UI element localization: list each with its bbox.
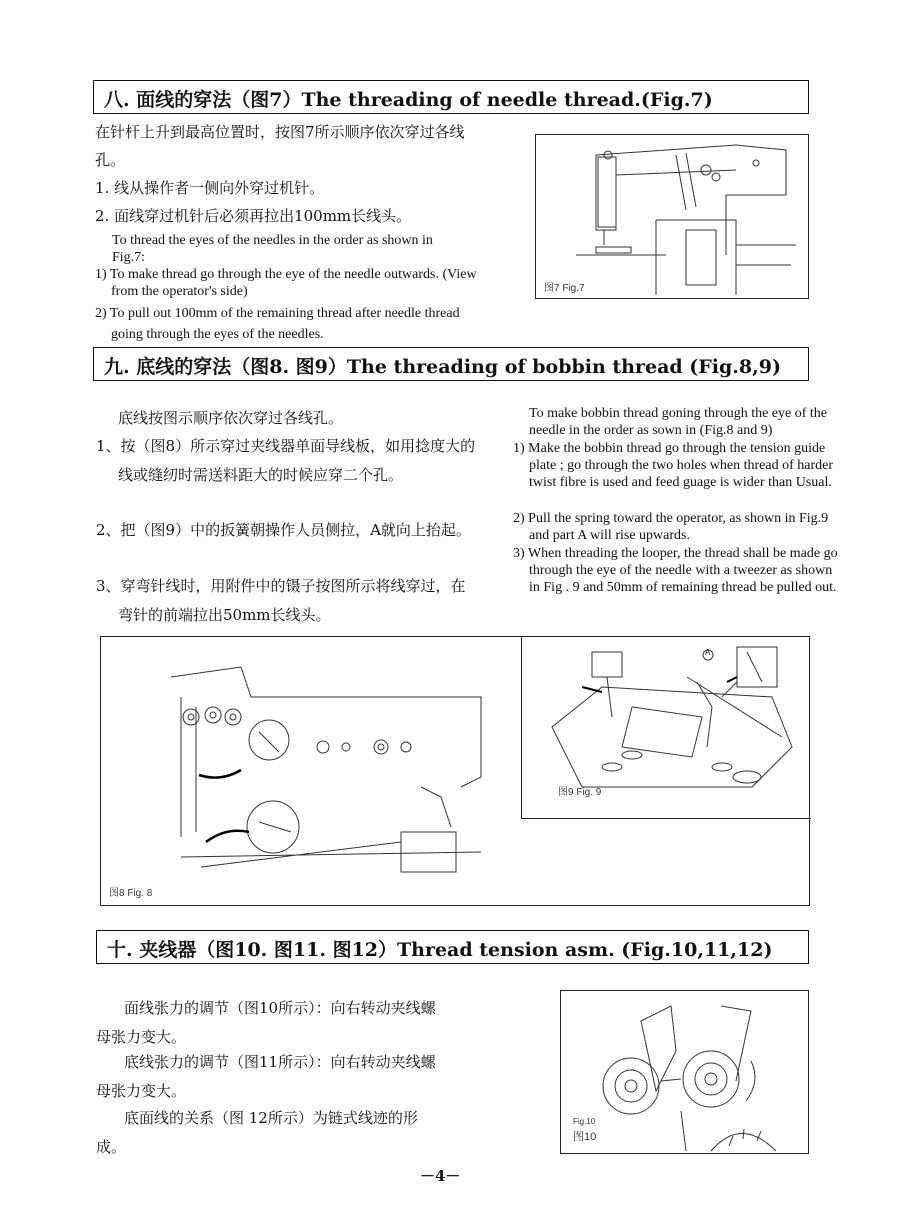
- figure-7-caption: 图7 Fig.7: [544, 283, 585, 294]
- sec10-zh-1: 面线张力的调节（图10所示）：向右转动夹线螺母张力变大。: [96, 999, 436, 1046]
- page-number: －4－: [420, 1167, 461, 1185]
- sec8-en-intro: To thread the eyes of the needles in the order as shown in Fig.7:: [112, 233, 433, 265]
- figure-10: [560, 990, 809, 1154]
- figure-8: [101, 637, 521, 907]
- sec8-zh-step-1: 1. 线从操作者一侧向外穿过机针。: [95, 179, 325, 197]
- sec9-zh-intro: 底线按图示顺序依次穿过各线孔。: [118, 409, 344, 427]
- figure-10-caption-zh: 图10: [573, 1131, 597, 1143]
- figure-9-caption: 图9 Fig. 9: [558, 787, 602, 798]
- figure-7: [535, 134, 809, 299]
- figures-8-9-panel: [100, 636, 810, 906]
- sec8-zh-intro: 在针杆上升到最高位置时，按图7所示顺序依次穿过各线孔。: [95, 123, 465, 169]
- tension-guide-illustration: [101, 637, 521, 907]
- thread-tension-illustration: [561, 991, 810, 1155]
- sec8-en-step-2: 2) To pull out 100mm of the remaining thread after needle thread going through the eyes of the needles.: [95, 306, 460, 342]
- sec10-zh-2: 底线张力的调节（图11所示）：向右转动夹线螺母张力变大。: [96, 1053, 436, 1100]
- part-a-marker: A: [705, 648, 711, 657]
- section-9-heading: 九. 底线的穿法（图8. 图9）The threading of bobbin thread (Fig.8,9): [93, 347, 809, 381]
- sec9-en-step-1: 1) Make the bobbin thread go through the tension guide plate ; go through the two holes when thread of harder twist fibre is used and feed guage is wider than Usual.: [513, 441, 834, 490]
- figure-10-caption-en: Fig.10: [573, 1117, 596, 1126]
- figure-9: [521, 637, 811, 819]
- sec8-en-step-1: 1) To make thread go through the eye of the needle outwards. (View from the operator's side): [95, 267, 477, 299]
- sewing-machine-illustration: [536, 135, 810, 300]
- sec9-zh-step-3: 3、穿弯针线时，用附件中的镊子按图所示将线穿过，在弯针的前端拉出50mm长线头。: [96, 577, 466, 624]
- sec10-zh-3: 底面线的关系（图 12所示）为链式线迹的形成。: [96, 1109, 418, 1156]
- sec9-en-step-3: 3) When threading the looper, the thread shall be made go through the eye of the needle with a tweezer as shown in Fig . 9 and 50mm of remaining thread be pulled out.: [513, 546, 838, 595]
- sec9-en-step-2: 2) Pull the spring toward the operator, as shown in Fig.9 and part A will rise upwards.: [513, 511, 829, 543]
- sec9-en-intro: To make bobbin thread goning through the eye of the needle in the order as sown in (Fig.8 and 9): [529, 406, 827, 438]
- sec9-zh-step-2: 2、把（图9）中的扳簧朝操作人员侧拉，A就向上抬起。: [96, 521, 471, 539]
- sec8-zh-step-2: 2. 面线穿过机针后必须再拉出100mm长线头。: [95, 207, 412, 225]
- section-8-heading: 八. 面线的穿法（图7）The threading of needle thread.(Fig.7): [93, 80, 809, 114]
- section-10-heading: 十. 夹线器（图10. 图11. 图12）Thread tension asm. (Fig.10,11,12): [96, 930, 809, 964]
- figure-8-caption: 图8 Fig. 8: [109, 888, 153, 899]
- sec9-zh-step-1: 1、按（图8）所示穿过夹线器单面导线板，如用捻度大的线或缝纫时需送料距大的时候应穿二个孔。: [96, 437, 476, 484]
